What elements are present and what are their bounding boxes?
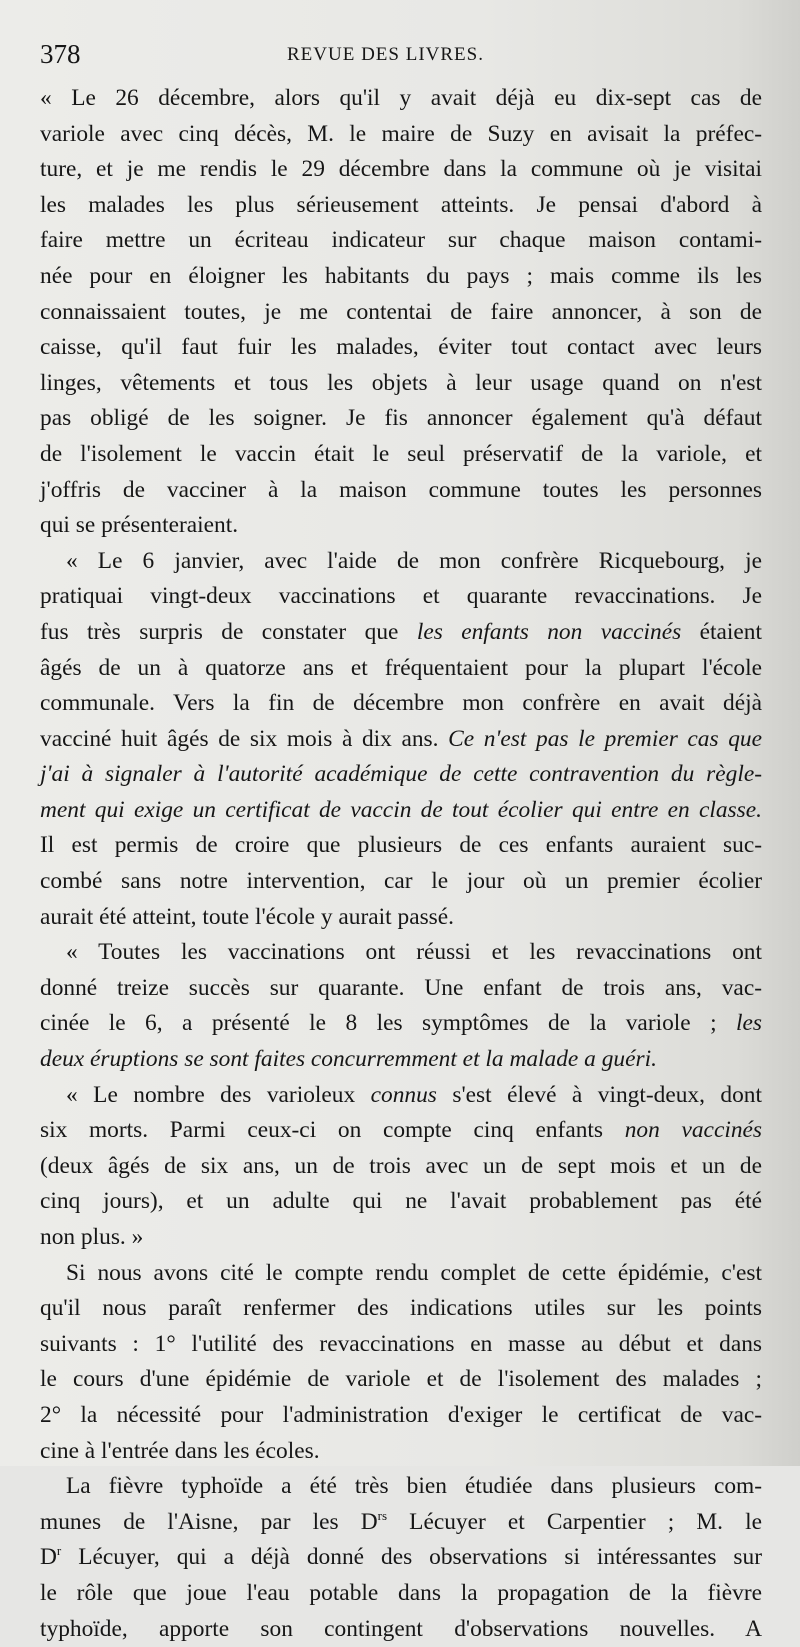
text-line bbox=[40, 1184, 762, 1220]
text-segment: vacciné huit âgés de six mois à dix ans. bbox=[40, 725, 449, 752]
text-segment: le rôle que joue l'eau potable dans la propagation de la fièvre bbox=[40, 1579, 762, 1606]
text-segment: âgés de un à quatorze ans et fréquentaient pour la plupart l'école bbox=[40, 654, 762, 681]
text-segment: cinq jours), et un adulte qui ne l'avait probablement pas été bbox=[40, 1188, 762, 1215]
text-line bbox=[40, 1078, 762, 1114]
page-number: 378 bbox=[40, 39, 81, 69]
text-line bbox=[40, 295, 762, 331]
italic-text: non vaccinés bbox=[624, 1117, 762, 1144]
italic-text: j'ai à signaler à l'autorité académique de cette contravention du règle- bbox=[40, 761, 762, 788]
text-line bbox=[40, 1505, 762, 1541]
text-segment: qui se présenteraient. bbox=[40, 512, 239, 539]
text-segment: cine à l'entrée dans les écoles. bbox=[40, 1437, 320, 1464]
text-segment: connaissaient toutes, je me contentai de faire annoncer, à son de bbox=[40, 298, 762, 325]
text-line bbox=[40, 1540, 762, 1576]
text-segment: linges, vêtements et tous les objets à leur usage quand on n'est bbox=[40, 369, 762, 396]
italic-text: Ce n'est pas le premier cas que bbox=[448, 725, 762, 752]
text-line bbox=[40, 330, 762, 366]
text-segment: non plus. » bbox=[40, 1224, 144, 1250]
text-line bbox=[40, 1220, 762, 1256]
text-line bbox=[40, 223, 762, 259]
text-line bbox=[40, 579, 762, 615]
text-line bbox=[40, 1256, 762, 1292]
text-line bbox=[40, 544, 762, 580]
text-line bbox=[40, 864, 762, 900]
text-line bbox=[40, 722, 762, 758]
text-line bbox=[40, 757, 762, 793]
text-line bbox=[40, 828, 762, 864]
text-line bbox=[40, 1576, 762, 1612]
text-segment: aurait été atteint, toute l'école y aurait passé. bbox=[40, 903, 455, 930]
text-line bbox=[40, 81, 762, 117]
text-line bbox=[40, 1398, 762, 1434]
text-line bbox=[40, 615, 762, 651]
text-line bbox=[40, 651, 762, 687]
text-segment: 2° la nécessité pour l'administration d'exiger le certificat de vac- bbox=[40, 1401, 762, 1428]
text-line bbox=[40, 793, 762, 829]
text-segment: Lécuyer et Carpentier ; M. le bbox=[387, 1508, 762, 1535]
italic-text: les enfants non vaccinés bbox=[416, 618, 682, 645]
text-segment: (deux âgés de six ans, un de trois avec un de sept mois et un de bbox=[40, 1152, 762, 1179]
text-line bbox=[40, 1469, 762, 1505]
text-segment: suivants : 1° l'utilité des revaccinations en masse au début et dans bbox=[40, 1330, 762, 1357]
text-line bbox=[40, 366, 762, 402]
text-line bbox=[40, 1327, 762, 1363]
text-line bbox=[40, 1042, 762, 1078]
text-segment: combé sans notre intervention, car le jour où un premier écolier bbox=[40, 868, 762, 895]
superscript-text: r bbox=[56, 1543, 62, 1559]
text-line bbox=[40, 1362, 762, 1398]
text-line bbox=[40, 1612, 762, 1647]
text-line bbox=[40, 117, 762, 153]
text-line bbox=[40, 1006, 762, 1042]
body-text bbox=[40, 81, 762, 1647]
text-line bbox=[40, 935, 762, 971]
text-line bbox=[40, 152, 762, 188]
text-line bbox=[40, 188, 762, 224]
text-line bbox=[40, 508, 762, 544]
text-segment: « Le 6 janvier, avec l'aide de mon confrère Ricquebourg, je bbox=[66, 547, 762, 574]
text-line bbox=[40, 1113, 762, 1149]
text-segment: Lécuyer, qui a déjà donné des observations si intéressantes sur bbox=[61, 1544, 762, 1571]
text-line bbox=[40, 686, 762, 722]
text-segment: de l'isolement le vaccin était le seul préservatif de la variole, et bbox=[40, 440, 762, 467]
text-line bbox=[40, 473, 762, 509]
text-segment: « Le 26 décembre, alors qu'il y avait déjà eu dix-sept cas de bbox=[40, 85, 762, 111]
text-segment: « Le nombre des varioleux bbox=[66, 1081, 371, 1108]
text-segment: munes de l'Aisne, par les D bbox=[40, 1508, 378, 1535]
text-segment: Il est permis de croire que plusieurs de ces enfants auraient suc- bbox=[40, 832, 762, 859]
text-segment: pas obligé de les soigner. Je fis annoncer également qu'à défaut bbox=[40, 405, 762, 432]
text-segment: ture, et je me rendis le 29 décembre dans la commune où je visitai bbox=[40, 156, 762, 183]
text-segment: variole avec cinq décès, M. le maire de Suzy en avisait la préfec- bbox=[40, 120, 762, 147]
text-line bbox=[40, 437, 762, 473]
italic-text: connus bbox=[370, 1081, 437, 1108]
text-segment: étaient bbox=[681, 618, 763, 645]
italic-text: ment qui exige un certificat de vaccin de tout écolier qui entre en classe. bbox=[40, 796, 762, 823]
text-segment: Si nous avons cité le compte rendu complet de cette épidémie, c'est bbox=[66, 1259, 762, 1286]
text-segment: j'offris de vacciner à la maison commune toutes les personnes bbox=[40, 476, 762, 503]
text-segment: fus très surpris de constater que bbox=[40, 618, 417, 645]
text-line bbox=[40, 971, 762, 1007]
text-segment: les malades les plus sérieusement atteints. Je pensai d'abord à bbox=[40, 191, 762, 218]
text-segment: faire mettre un écriteau indicateur sur chaque maison contami- bbox=[40, 227, 762, 254]
text-segment: donné treize succès sur quarante. Une enfant de trois ans, vac- bbox=[40, 974, 762, 1001]
text-line bbox=[40, 1434, 762, 1470]
italic-text: deux éruptions se sont faites concurremment et la malade a guéri. bbox=[40, 1046, 657, 1073]
text-segment: qu'il nous paraît renfermer des indications utiles sur les points bbox=[40, 1295, 762, 1322]
text-segment: La fièvre typhoïde a été très bien étudiée dans plusieurs com- bbox=[66, 1473, 762, 1500]
text-segment: le cours d'une épidémie de variole et de l'isolement des malades ; bbox=[40, 1366, 762, 1393]
text-line bbox=[40, 401, 762, 437]
running-head: REVUE DES LIVRES. bbox=[287, 44, 484, 65]
text-segment: six morts. Parmi ceux-ci on compte cinq enfants bbox=[40, 1117, 625, 1144]
text-line bbox=[40, 259, 762, 295]
page-header bbox=[40, 36, 600, 76]
superscript-text: rs bbox=[377, 1507, 388, 1523]
text-segment: née pour en éloigner les habitants du pays ; mais comme ils les bbox=[40, 262, 762, 289]
text-segment: communale. Vers la fin de décembre mon confrère en avait déjà bbox=[40, 690, 762, 717]
text-segment: D bbox=[40, 1544, 57, 1571]
text-segment: s'est élevé à vingt-deux, dont bbox=[436, 1081, 762, 1108]
text-segment: « Toutes les vaccinations ont réussi et les revaccinations ont bbox=[66, 939, 762, 966]
text-segment: caisse, qu'il faut fuir les malades, éviter tout contact avec leurs bbox=[40, 334, 762, 361]
text-segment: typhoïde, apporte son contingent d'observations nouvelles. A bbox=[40, 1615, 762, 1642]
italic-text: les bbox=[736, 1010, 762, 1037]
text-line bbox=[40, 1291, 762, 1327]
text-line bbox=[40, 1149, 762, 1185]
text-segment: pratiquai vingt-deux vaccinations et quarante revaccinations. Je bbox=[40, 583, 762, 610]
text-segment: cinée le 6, a présenté le 8 les symptômes de la variole ; bbox=[40, 1010, 737, 1037]
text-line bbox=[40, 900, 762, 936]
